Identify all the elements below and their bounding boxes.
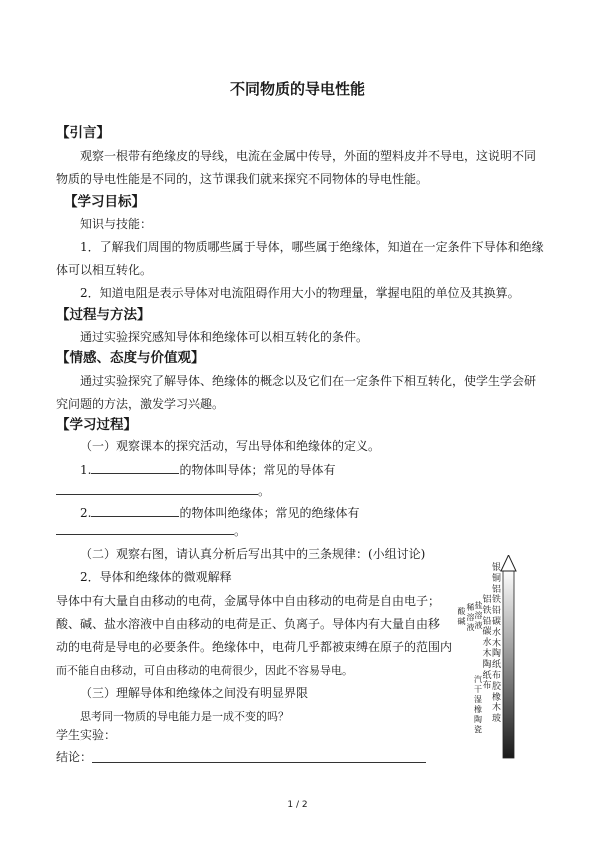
material-column-base	[457, 607, 466, 627]
gradient-bar	[503, 569, 514, 758]
page-title: 不同物质的导电性能	[229, 80, 365, 98]
material-char: 湿	[474, 695, 482, 704]
micro-heading: 2．导体和绝缘体的微观解释	[80, 570, 232, 584]
material-char: 碱	[457, 617, 466, 626]
material-char: 碳	[482, 627, 492, 638]
material-char: 橡	[474, 705, 482, 714]
arrow-head-icon	[501, 555, 516, 571]
conclusion-label: 结论：	[56, 750, 93, 764]
material-char: 铝	[482, 595, 492, 605]
material-char: 瓷	[474, 725, 482, 734]
conductivity-figure	[457, 555, 531, 760]
definition-conductor: 1. 的物体叫导体；常见的导体有	[80, 463, 336, 477]
goal-item-1-line-1: 1．了解我们周围的物质哪些属于导体，哪些属于绝缘体，知道在一定条件下导体和绝缘	[80, 240, 544, 254]
material-char: 铅	[491, 606, 501, 617]
insulator-end-mark: 。	[234, 524, 247, 538]
goals-sub: 知识与技能：	[80, 217, 153, 231]
definition-insulator: 2. 的物体叫绝缘体；常见的绝缘体有	[80, 506, 360, 520]
question-2: （二）观察右图，请认真分析后写出其中的三条规律：(小组讨论)	[80, 547, 426, 561]
student-experiment-label: 学生实验：	[56, 728, 117, 742]
insulator-examples-blank[interactable]	[56, 534, 234, 535]
goal-item-1-line-2: 体可以相互转化。	[56, 263, 153, 277]
material-char: 碳	[491, 616, 501, 627]
question-3: （三）理解导体和绝缘体之间没有明显界限	[80, 686, 309, 700]
intro-line-1: 观察一根带有绝缘皮的导线，电流在金属中传导，外面的塑料皮并不导电，这说明不同	[80, 149, 537, 163]
material-char: 纸	[491, 660, 501, 671]
goals-heading: 【学习目标】	[64, 194, 145, 210]
page-number: 1 / 2	[287, 800, 308, 810]
material-char: 铁	[482, 605, 492, 616]
conductor-end-mark: 。	[258, 484, 271, 498]
micro-line-4: 而不能自由移动，可自由移动的电荷很少，因此不容易导电。	[56, 664, 353, 677]
material-char: 稀	[466, 603, 475, 612]
method-line: 通过实验探究感知导体和绝缘体可以相互转化的条件。	[80, 330, 369, 344]
goal-item-2: 2．知道电阻是表示导体对电流阻碍作用大小的物理量，掌握电阻的单位及其换算。	[80, 286, 520, 300]
material-char: 纸	[482, 670, 492, 681]
material-char: 铁	[491, 595, 501, 606]
material-char: 水	[491, 627, 501, 638]
conclusion-blank[interactable]	[92, 762, 426, 763]
emotion-heading: 【情感、态度与价值观】	[56, 350, 205, 366]
material-char: 水	[482, 638, 492, 649]
material-char: 溶	[466, 613, 475, 622]
material-char: 酸	[457, 607, 466, 616]
method-heading: 【过程与方法】	[56, 307, 151, 323]
material-char: 木	[482, 648, 492, 659]
material-char: 铜	[491, 573, 501, 584]
material-char: 布	[491, 670, 501, 681]
material-char: 陶	[474, 715, 482, 724]
emotion-line-2: 究问题的方法，激发学习兴趣。	[56, 397, 225, 411]
emotion-line-1: 通过实验探究了解导体、绝缘体的概念以及它们在一定条件下相互转化，使学生学会研	[80, 374, 537, 388]
conductor-examples-blank[interactable]	[56, 494, 258, 495]
think-question: 思考同一物质的导电能力是一成不变的吗？	[80, 710, 289, 723]
material-char: 银	[491, 563, 501, 573]
material-char: 汽	[474, 675, 482, 684]
learning-heading: 【学习过程】	[56, 417, 137, 433]
material-char: 溶	[474, 611, 483, 620]
material-char: 陶	[482, 659, 492, 670]
micro-line-1: 导体中有大量自由移动的电荷，金属导体中自由移动的电荷是自由电子；	[56, 594, 441, 608]
material-char: 铅	[482, 616, 492, 627]
question-1: （一）观察课本的探究活动，写出导体和绝缘体的定义。	[80, 439, 381, 453]
material-char: 液	[474, 621, 483, 630]
intro-heading: 【引言】	[56, 125, 110, 141]
material-char: 液	[466, 623, 475, 632]
material-char: 干	[474, 685, 482, 694]
intro-line-2: 物质的导电性能是不同的，这节课我们就来探究不同物体的导电性能。	[56, 172, 429, 186]
material-char: 木	[491, 638, 501, 649]
micro-line-2: 酸、碱、盐水溶液中自由移动的电荷是正、负离子。导体内有大量自由移	[56, 617, 441, 631]
material-column-acid	[466, 603, 475, 633]
material-char: 陶	[491, 649, 501, 660]
material-char: 木	[491, 703, 501, 714]
material-char: 橡	[491, 692, 501, 703]
material-char: 布	[482, 681, 492, 692]
micro-line-3: 动的电荷是导电的必要条件。绝缘体中，电荷几乎都被束缚在原子的范围内	[56, 640, 453, 654]
material-column-main	[491, 563, 502, 725]
material-char: 胶	[491, 681, 501, 692]
insulator-definition-blank[interactable]	[91, 505, 179, 517]
material-char: 盐	[474, 601, 483, 610]
material-column-salt	[474, 601, 483, 631]
material-char: 铝	[491, 584, 501, 595]
material-column-bottom	[467, 675, 489, 735]
material-char: 玻	[491, 714, 501, 725]
conductor-definition-blank[interactable]	[91, 462, 179, 474]
